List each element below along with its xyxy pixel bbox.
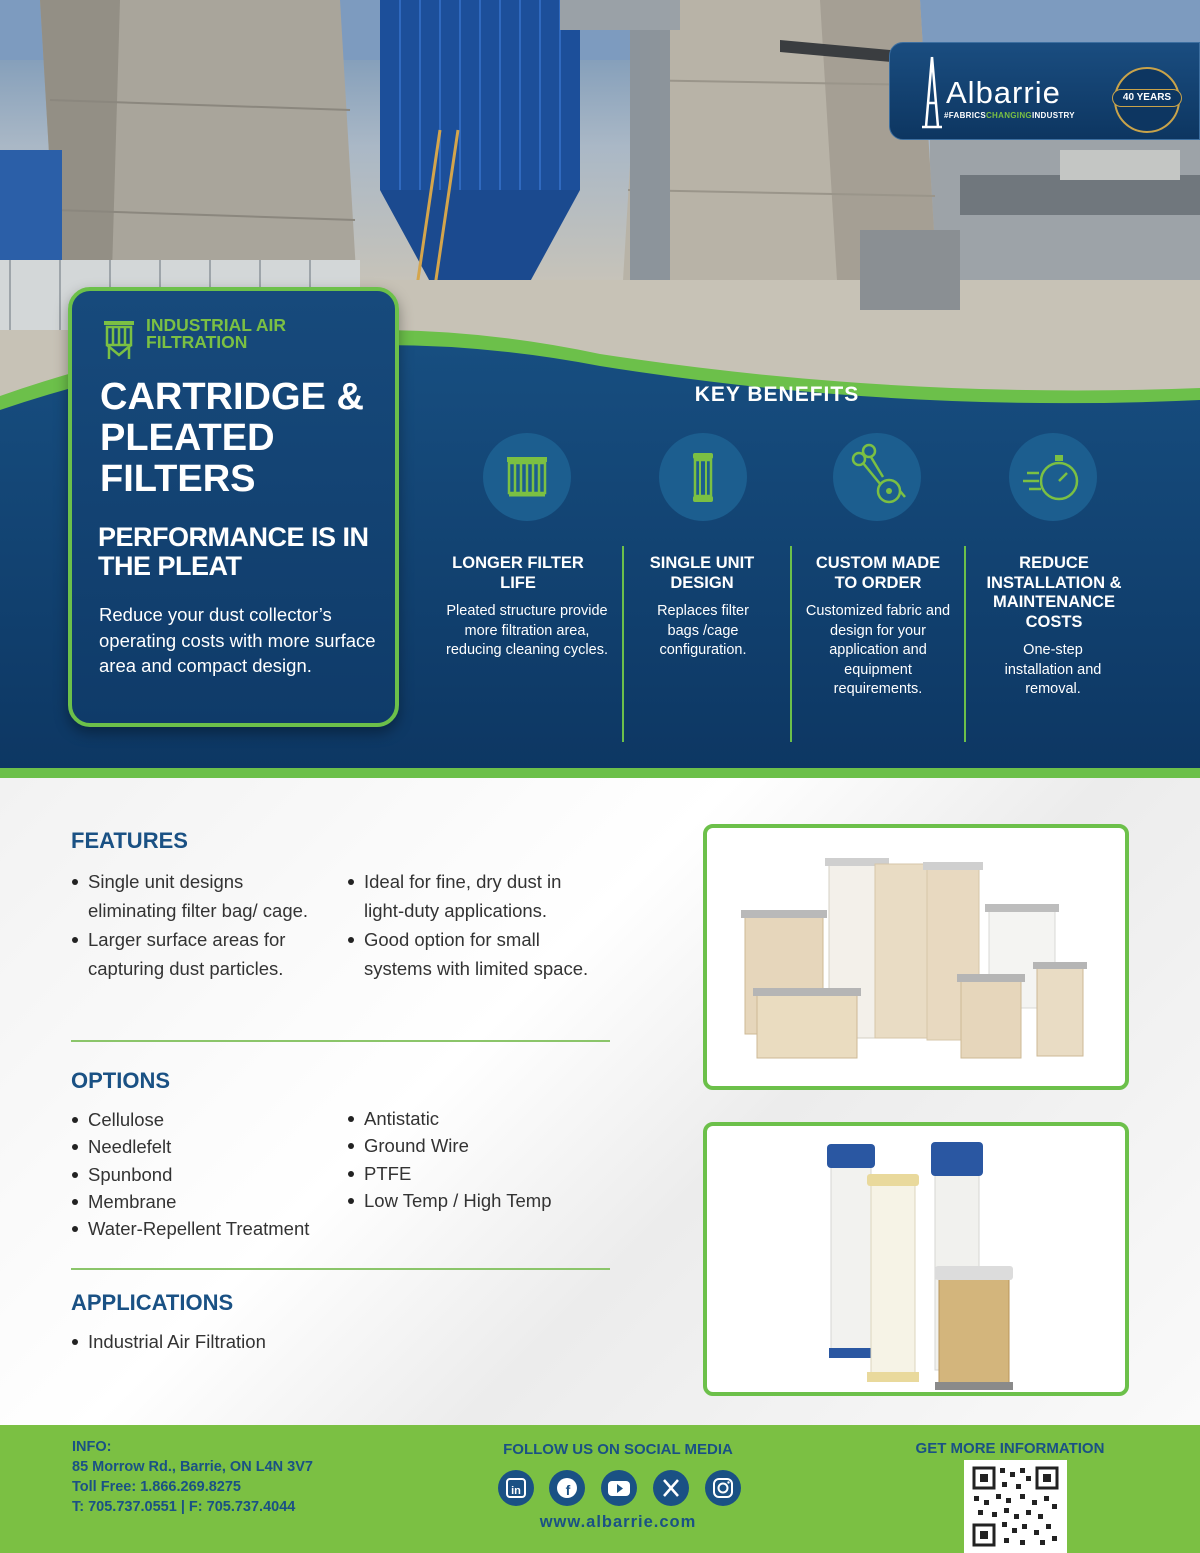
list-item: Membrane	[70, 1188, 350, 1215]
qr-code-icon	[964, 1460, 1067, 1553]
benefit-title: CUSTOM MADE TO ORDER	[815, 554, 941, 592]
anniversary-seal	[1114, 67, 1180, 133]
svg-text:f: f	[565, 1482, 571, 1498]
divider	[71, 1040, 610, 1042]
brand-logo[interactable]	[889, 42, 1200, 140]
footer	[0, 1425, 1200, 1553]
product-photo-pleated-filters	[703, 824, 1129, 1090]
page-title: CARTRIDGE & PLEATED FILTERS	[100, 376, 364, 500]
features-list	[346, 867, 596, 983]
applications-heading: APPLICATIONS	[71, 1290, 234, 1315]
benefit-desc: Pleated structure provide more filtration area, reducing cleaning cycles.	[445, 603, 608, 658]
divider	[622, 546, 624, 742]
divider	[790, 546, 792, 742]
benefit-title: LONGER FILTER LIFE	[452, 554, 584, 592]
scissors-tape-icon	[833, 433, 921, 521]
qr-code[interactable]	[964, 1460, 1067, 1553]
features-list	[70, 867, 320, 983]
website-link[interactable]: www.albarrie.com	[539, 1513, 697, 1531]
list-item: Ideal for fine, dry dust in light-duty applications.	[346, 867, 596, 925]
list-item: Larger surface areas for capturing dust particles.	[70, 925, 320, 983]
list-item: Single unit designs eliminating filter bag/ cage.	[70, 867, 320, 925]
options-list	[346, 1105, 606, 1214]
options-list	[70, 1106, 350, 1242]
list-item: Industrial Air Filtration	[70, 1327, 370, 1356]
product-photo-cartridge-filters	[703, 1122, 1129, 1396]
tagline: PERFORMANCE IS IN THE PLEAT	[98, 522, 369, 581]
brand-name: Albarrie	[946, 75, 1061, 110]
features-heading: FEATURES	[71, 828, 188, 853]
list-item: Good option for small systems with limited space.	[346, 925, 596, 983]
cartridge-icon	[659, 433, 747, 521]
benefit-desc: Customized fabric and design for your application and equipment requirements.	[805, 603, 951, 697]
list-item: Antistatic	[346, 1105, 606, 1132]
brand-hashtag: #FABRICSCHANGINGINDUSTRY	[944, 111, 1075, 120]
key-benefits-heading: KEY BENEFITS	[694, 383, 860, 406]
list-item: Water-Repellent Treatment	[70, 1215, 350, 1242]
facebook-icon[interactable]	[549, 1470, 585, 1506]
seal-years: 40 YEARS	[1122, 92, 1172, 103]
benefit-title: REDUCE INSTALLATION & MAINTENANCE COSTS	[986, 554, 1122, 631]
benefit-desc: Replaces filter bags /cage configuration.	[657, 603, 749, 658]
options-heading: OPTIONS	[71, 1068, 171, 1093]
list-item: Spunbond	[70, 1161, 350, 1188]
toll-free-phone[interactable]: Toll Free: 1.866.269.8275	[72, 1479, 242, 1495]
list-item: Cellulose	[70, 1106, 350, 1133]
benefit-desc: One-step installation and removal.	[1004, 642, 1102, 697]
dust-collector-icon	[100, 317, 138, 361]
svg-text:in: in	[511, 1485, 521, 1497]
list-item: PTFE	[346, 1160, 606, 1187]
social-heading: FOLLOW US ON SOCIAL MEDIA	[503, 1441, 733, 1458]
benefit-title: SINGLE UNIT DESIGN	[649, 554, 755, 592]
x-icon[interactable]	[653, 1470, 689, 1506]
applications-list	[70, 1327, 370, 1356]
youtube-icon[interactable]	[601, 1470, 637, 1506]
category-label: INDUSTRIAL AIR FILTRATION	[146, 315, 286, 352]
pleated-filter-icon	[483, 433, 571, 521]
address: 85 Morrow Rd., Barrie, ON L4N 3V7	[72, 1459, 313, 1475]
list-item: Ground Wire	[346, 1132, 606, 1159]
title-card	[68, 287, 399, 727]
phone-fax[interactable]: T: 705.737.0551 | F: 705.737.4044	[72, 1499, 296, 1515]
more-info-heading: GET MORE INFORMATION	[915, 1440, 1105, 1457]
info-heading: INFO:	[72, 1439, 112, 1455]
divider	[964, 546, 966, 742]
instagram-icon[interactable]	[705, 1470, 741, 1506]
list-item: Needlefelt	[70, 1133, 350, 1160]
divider	[71, 1268, 610, 1270]
intro-text: Reduce your dust collector’s operating costs with more surface area and compact design.	[99, 604, 376, 676]
list-item: Low Temp / High Temp	[346, 1187, 606, 1214]
stopwatch-icon	[1009, 433, 1097, 521]
linkedin-icon[interactable]	[498, 1470, 534, 1506]
